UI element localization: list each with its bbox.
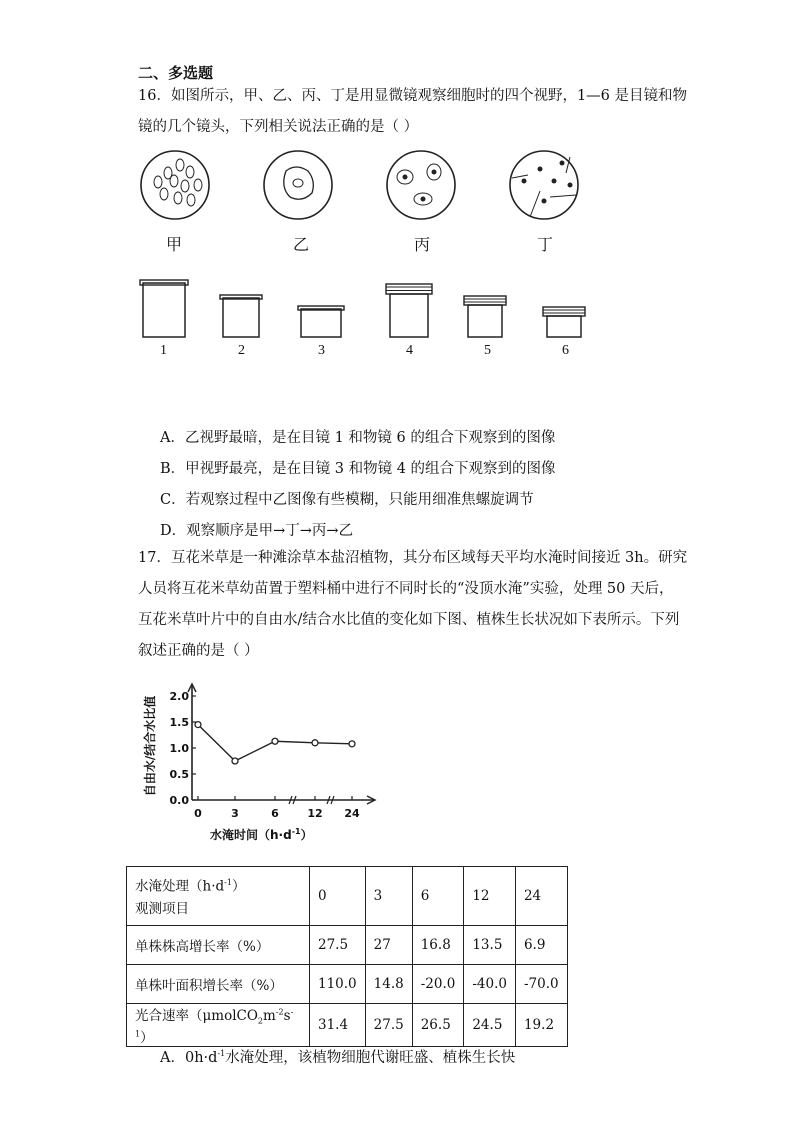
q16-stem-line2: 镜的几个镜头，下列相关说法正确的是（ ） — [138, 119, 419, 135]
table-cell: 6.9 — [515, 926, 567, 965]
lens-label-5: 5 — [484, 343, 491, 358]
table-header-row — [127, 867, 568, 926]
data-point — [232, 758, 238, 764]
field-label-jia: 甲 — [166, 235, 183, 254]
table-cell: 27.5 — [310, 926, 366, 965]
growth-table — [126, 866, 568, 1047]
chart-y-axis-label: 自由水/结合水比值 — [143, 695, 157, 797]
table-cell: 24.5 — [464, 1004, 516, 1047]
table-row-label: 单株叶面积增长率（%） — [127, 965, 310, 1004]
lens-2 — [220, 295, 262, 337]
lens-6 — [543, 307, 585, 337]
field-label-ding: 丁 — [537, 235, 554, 254]
lens-3 — [298, 306, 344, 337]
table-cell: 19.2 — [515, 1004, 567, 1047]
table-col-header: 0 — [310, 867, 366, 926]
table-col-header: 3 — [365, 867, 412, 926]
field-yi — [264, 151, 332, 219]
table-row-label: 单株株高增长率（%） — [127, 926, 310, 965]
table-cell: 27.5 — [365, 1004, 412, 1047]
table-header-cell: 水淹处理$(h\cdot d^{-1})$ 观测项目 — [127, 867, 310, 926]
table-cell: -20.0 — [412, 965, 464, 1004]
data-point — [195, 722, 201, 728]
chart-x-axis-label: 水淹时间$(h\cdot d^{-1})$ — [210, 827, 313, 842]
q17-stem-line4: 叙述正确的是（ ） — [138, 643, 259, 659]
water-ratio-chart — [140, 678, 390, 828]
lens-label-6: 6 — [562, 343, 569, 358]
table-col-header: 24 — [515, 867, 567, 926]
field-jia — [141, 151, 209, 219]
q16-option-c[interactable]: C．若观察过程中乙图像有些模糊，只能用细准焦螺旋调节 — [160, 492, 534, 508]
table-cell: 26.5 — [412, 1004, 464, 1047]
y-tick-label: 0.0 — [169, 794, 189, 807]
q17-stem-line3: 互花米草叶片中的自由水/结合水比值的变化如下图、植株生长状况如下表所示。下列 — [138, 612, 680, 628]
section-title: 二、多选题 — [138, 64, 214, 82]
lens-label-4: 4 — [406, 343, 413, 358]
table-cell: 27 — [365, 926, 412, 965]
table-row — [127, 965, 568, 1004]
y-tick-label: 1.0 — [169, 742, 189, 755]
lens-1 — [140, 280, 188, 337]
y-tick-label: 0.5 — [169, 768, 189, 781]
field-ding — [510, 151, 578, 219]
field-label-yi: 乙 — [293, 235, 310, 254]
chart-series — [195, 722, 355, 764]
table-cell: 110.0 — [310, 965, 366, 1004]
table-row-label: 光合速率$(\mu molCO_2m^{-2}s^{-1})$ — [127, 1004, 310, 1047]
table-col-header: 12 — [464, 867, 516, 926]
q16-option-b[interactable]: B．甲视野最亮，是在目镜 3 和物镜 4 的组合下观察到的图像 — [160, 461, 556, 477]
table-row — [127, 1004, 568, 1047]
table-cell: 13.5 — [464, 926, 516, 965]
table-row — [127, 926, 568, 965]
y-tick-label: 2.0 — [169, 690, 189, 703]
table-cell: 31.4 — [310, 1004, 366, 1047]
x-tick-label: 6 — [271, 807, 279, 820]
data-point — [272, 738, 278, 744]
table-col-header: 6 — [412, 867, 464, 926]
lens-4 — [386, 284, 432, 337]
q17-option-a[interactable]: A．$0h\cdot d^{-1}$水淹处理，该植物细胞代谢旺盛、植株生长快 — [160, 1049, 516, 1066]
lens-label-3: 3 — [318, 343, 325, 358]
data-point — [349, 741, 355, 747]
q16-stem-line1: 16．如图所示，甲、乙、丙、丁是用显微镜观察细胞时的四个视野，1—6 是目镜和物 — [138, 88, 688, 104]
lens-label-1: 1 — [160, 343, 167, 358]
field-label-bing: 丙 — [414, 235, 431, 254]
lenses-figure — [130, 278, 600, 342]
field-bing — [387, 151, 455, 219]
x-tick-label: 24 — [344, 807, 360, 820]
microscope-fields-figure — [130, 145, 600, 255]
table-cell: -70.0 — [515, 965, 567, 1004]
data-point — [312, 740, 318, 746]
lens-label-2: 2 — [238, 343, 245, 358]
x-tick-label: 3 — [231, 807, 239, 820]
x-tick-label: 12 — [307, 807, 323, 820]
y-tick-label: 1.5 — [169, 716, 189, 729]
table-cell: -40.0 — [464, 965, 516, 1004]
table-cell: 14.8 — [365, 965, 412, 1004]
lens-5 — [464, 296, 506, 337]
q16-option-d[interactable]: D．观察顺序是甲→丁→丙→乙 — [160, 523, 354, 539]
x-tick-label: 0 — [194, 807, 202, 820]
q16-option-a[interactable]: A．乙视野最暗，是在目镜 1 和物镜 6 的组合下观察到的图像 — [160, 430, 556, 446]
q17-stem-line1: 17．互花米草是一种滩涂草本盐沼植物，其分布区域每天平均水淹时间接近 3h。研究 — [138, 550, 688, 566]
table-cell: 16.8 — [412, 926, 464, 965]
q17-stem-line2: 人员将互花米草幼苗置于塑料桶中进行不同时长的“没顶水淹”实验，处理 50 天后， — [138, 581, 674, 597]
